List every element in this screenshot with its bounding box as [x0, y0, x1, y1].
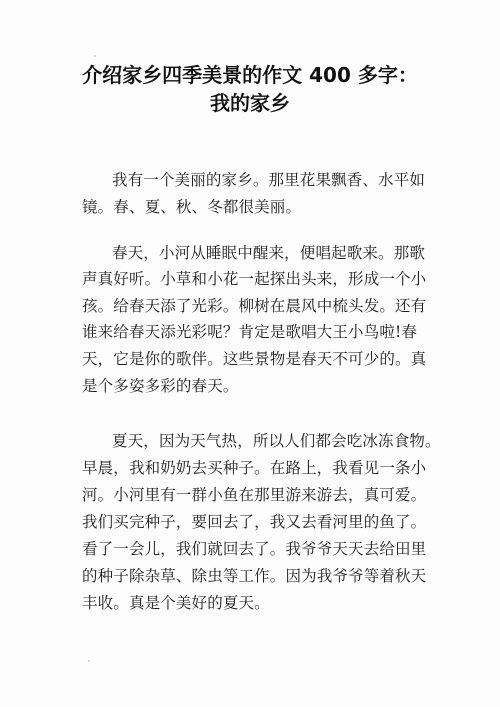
- paragraph-1-line-2: 镜。春、夏、秋、冬都很美丽。: [82, 198, 302, 216]
- paragraph-1-line-1: 我有一个美丽的家乡。那里花果飘香、水平如: [112, 171, 426, 189]
- paragraph-2-line-5: 天，它是你的歌伴。这些景物是春天不可少的。真: [82, 350, 427, 368]
- paragraph-3-line-4: 我们买完种子，要回去了，我又去看河里的鱼了。: [82, 513, 427, 531]
- paragraph-2-line-3: 孩。给春天添了光彩。柳树在晨风中梳头发。还有: [82, 297, 427, 315]
- paragraph-2-line-6: 是个多姿多彩的春天。: [82, 377, 239, 395]
- paragraph-2-line-1: 春天，小河从睡眠中醒来，便唱起歌来。那歌: [112, 244, 426, 262]
- paragraph-3-line-6: 的种子除杂草、除虫等工作。因为我爷爷等着秋天: [82, 567, 427, 585]
- paragraph-3-line-2: 早晨，我和奶奶去买种子。在路上，我看见一条小: [82, 459, 427, 477]
- paragraph-3-line-7: 丰收。真是个美好的夏天。: [82, 594, 270, 612]
- scan-speck: [94, 55, 96, 57]
- document-title-line-1: 介绍家乡四季美景的作文 400 多字：: [82, 63, 418, 87]
- paragraph-3-line-1: 夏天，因为天气热，所以人们都会吃冰冻食物。: [112, 432, 441, 450]
- paragraph-3-line-5: 看了一会儿，我们就回去了。我爷爷天天去给田里: [82, 540, 427, 558]
- scan-speck: [88, 660, 90, 662]
- document-title-line-2: 我的家乡: [210, 91, 290, 115]
- paragraph-2-line-4: 谁来给春天添光彩呢？肯定是歌唱大王小鸟啦!春: [82, 323, 418, 341]
- paragraph-3-line-3: 河。小河里有一群小鱼在那里游来游去，真可爱。: [82, 486, 427, 504]
- paragraph-2-line-2: 声真好听。小草和小花一起探出头来，形成一个小: [82, 270, 427, 288]
